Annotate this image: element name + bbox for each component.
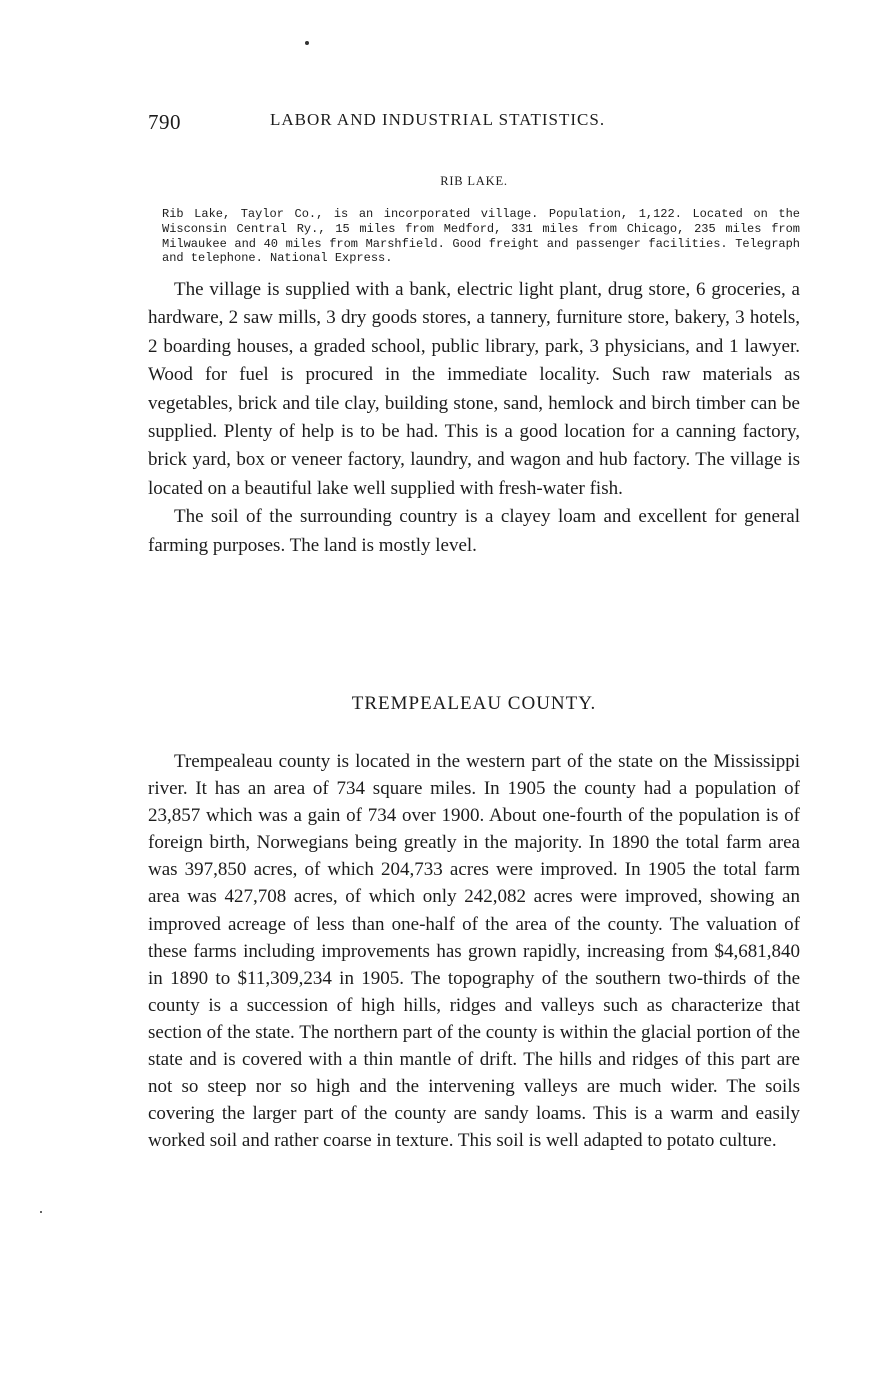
ink-speck (305, 41, 309, 45)
running-title: LABOR AND INDUSTRIAL STATISTICS. (270, 110, 606, 129)
rib-lake-summary-text: Rib Lake, Taylor Co., is an incorporated village. Population, 1,122. Located on the Wisconsin Central Ry., 15 miles from Medford, 331 miles from Chicago, 235 miles from Milwaukee and 40 miles from Marshfield. Good freight and passenger facilities. Telegraph and telephone. National Express. (162, 207, 800, 266)
trempealeau-paragraph: Trempealeau county is located in the western part of the state on the Mississippi river. It has an area of 734 square miles. In 1905 the county had a population of 23,857 which was a gain of 734 over 1900. About one-fourth of the population is of foreign birth, Norwegians being greatly in the majority. In 1890 the total farm area was 397,850 acres, of which 204,733 acres were improved. In 1905 the total farm area was 427,708 acres, of which only 242,082 acres were improved, showing an improved acreage of less than one-half of the area of the county. The valuation of these farms including improvements has grown rapidly, increasing from $4,681,840 in 1890 to $11,309,234 in 1905. The topography of the southern two-thirds of the county is a succession of high hills, ridges and valleys such as characterize that section of the state. The northern part of the county is within the glacial portion of the state and is covered with a thin mantle of drift. The hills and ridges of this part are not so steep nor so high and the intervening valleys are much wider. The soils covering the larger part of the county are sandy loams. This is a warm and easily worked soil and rather coarse in texture. This soil is well adapted to potato culture. (148, 751, 800, 1152)
trempealeau-body (148, 748, 800, 1154)
rib-lake-paragraph: The village is supplied with a bank, electric light plant, drug store, 6 groceries, a hardware, 2 saw mills, 3 dry goods stores, a tannery, furniture store, bakery, 3 hotels, 2 boarding houses, a graded school, public library, park, 3 physicians, and 1 lawyer. Wood for fuel is procured in the immediate locality. Such raw materials as vegetables, brick and tile clay, building stone, sand, hemlock and birch timber can be supplied. Plenty of help is to be had. This is a good location for a canning factory, brick yard, box or veneer factory, laundry, and wagon and hub factory. The village is located on a beautiful lake well supplied with fresh-water fish. (148, 279, 800, 499)
rib-lake-body (148, 276, 800, 560)
rib-lake-paragraph: The soil of the surrounding country is a clayey loam and excellent for general farming purposes. The land is mostly level. (148, 506, 800, 556)
rib-lake-summary (162, 207, 800, 266)
ink-speck (40, 1211, 42, 1213)
trempealeau-county-heading: TREMPEALEAU COUNTY. (351, 693, 597, 714)
rib-lake-heading: RIB LAKE. (440, 174, 508, 188)
page-number: 790 (148, 110, 181, 134)
running-head (148, 108, 800, 138)
